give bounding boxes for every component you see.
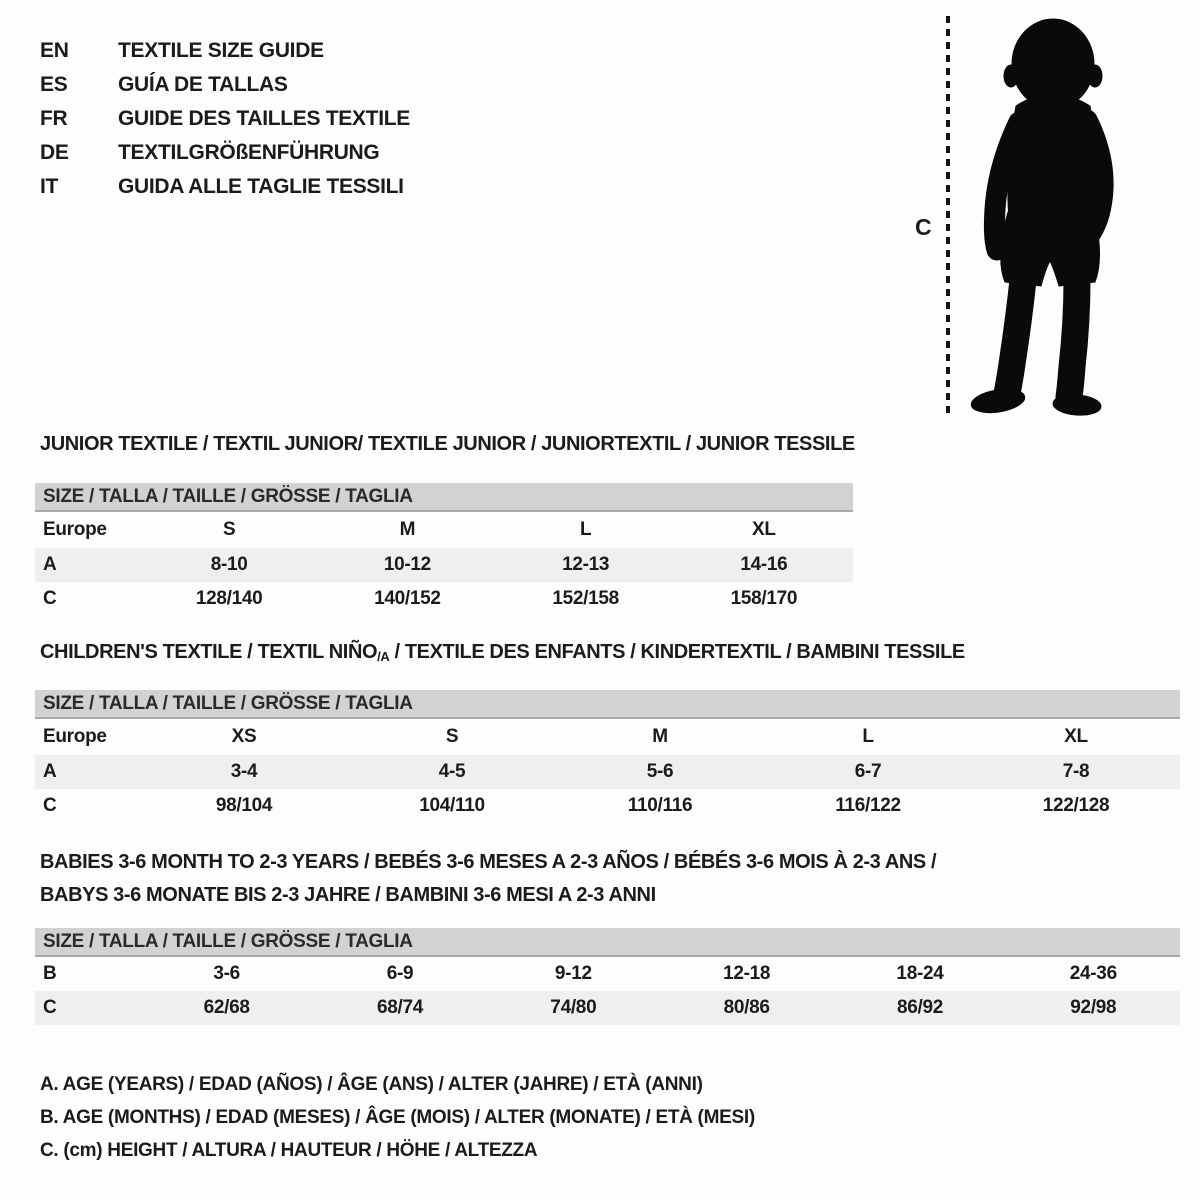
language-row-it: [40, 170, 410, 204]
table-row-height: [35, 991, 1180, 1025]
language-row-fr: [40, 102, 410, 136]
language-label: TEXTILE SIZE GUIDE: [118, 39, 324, 62]
value-cell: 6-7: [854, 761, 882, 782]
region-label: Europe: [43, 519, 107, 540]
value-cell: 110/116: [627, 795, 693, 816]
value-cell: 158/170: [730, 588, 798, 609]
junior-section-title: JUNIOR TEXTILE / TEXTIL JUNIOR/ TEXTILE JUNIOR / JUNIORTEXTIL / JUNIOR TESSILE: [40, 433, 855, 455]
value-cell: 122/128: [1042, 795, 1110, 816]
row-label: C: [43, 795, 57, 816]
value-cell: 116/122: [835, 795, 901, 816]
row-label: A: [43, 761, 57, 782]
height-dashed-line: [946, 16, 950, 418]
babies-section-title-line2: BABYS 3-6 MONATE BIS 2-3 JAHRE / BAMBINI 3-6 MESI A 2-3 ANNI: [40, 884, 656, 906]
size-cell: XS: [231, 726, 257, 747]
height-measure-label: C: [915, 214, 932, 240]
value-cell: 7-8: [1062, 761, 1090, 782]
table-row-height: [35, 789, 1180, 823]
value-cell: 92/98: [1070, 997, 1117, 1018]
children-section-title: [40, 641, 965, 664]
size-cell: XL: [1064, 726, 1088, 747]
value-cell: 14-16: [740, 554, 788, 575]
junior-size-table: [35, 483, 853, 616]
value-cell: 5-6: [646, 761, 674, 782]
babies-size-table: [35, 928, 1180, 1025]
footnote-height: C. (cm) HEIGHT / ALTURA / HAUTEUR / HÖHE / ALTEZZA: [40, 1140, 538, 1161]
table-row-height: [35, 582, 853, 616]
value-cell: 62/68: [203, 997, 250, 1018]
table-row-age: [35, 548, 853, 582]
value-cell: 12-13: [562, 554, 610, 575]
value-cell: 4-5: [438, 761, 466, 782]
language-code: IT: [40, 175, 59, 198]
children-size-table: [35, 690, 1180, 823]
language-code: FR: [40, 107, 68, 130]
value-cell: 80/86: [723, 997, 770, 1018]
table-row-months: [35, 957, 1180, 991]
size-cell: S: [445, 726, 459, 747]
language-row-de: [40, 136, 410, 170]
value-cell: 6-9: [386, 963, 414, 984]
footnote-age-months: B. AGE (MONTHS) / EDAD (MESES) / ÂGE (MOIS) / ALTER (MONATE) / ETÀ (MESI): [40, 1107, 755, 1128]
table-row-age: [35, 755, 1180, 789]
table-header: SIZE / TALLA / TAILLE / GRÖSSE / TAGLIA: [35, 928, 1180, 957]
language-row-en: [40, 34, 410, 68]
value-cell: 68/74: [376, 997, 424, 1018]
value-cell: 10-12: [383, 554, 431, 575]
size-cell: XL: [752, 519, 776, 540]
value-cell: 8-10: [210, 554, 248, 575]
region-label: Europe: [43, 726, 107, 747]
value-cell: 3-6: [213, 963, 240, 984]
size-row: [35, 719, 1180, 755]
language-label: GUÍA DE TALLAS: [118, 73, 288, 96]
value-cell: 140/152: [374, 588, 441, 609]
table-header: SIZE / TALLA / TAILLE / GRÖSSE / TAGLIA: [35, 483, 853, 512]
value-cell: 3-4: [230, 761, 258, 782]
value-cell: 98/104: [215, 795, 273, 816]
row-label: C: [43, 997, 57, 1018]
row-label: C: [43, 588, 57, 609]
children-title-part2: / TEXTILE DES ENFANTS / KINDERTEXTIL / BAMBINI TESSILE: [389, 641, 965, 663]
row-label: A: [43, 554, 57, 575]
language-code: ES: [40, 73, 68, 96]
children-title-part1: CHILDREN'S TEXTILE / TEXTIL NIÑO: [40, 641, 378, 663]
language-row-es: [40, 68, 410, 102]
size-cell: M: [652, 726, 668, 747]
table-header: SIZE / TALLA / TAILLE / GRÖSSE / TAGLIA: [35, 690, 1180, 719]
size-cell: L: [579, 519, 592, 540]
language-list: [40, 34, 410, 204]
value-cell: 9-12: [554, 963, 592, 984]
size-cell: S: [222, 519, 236, 540]
language-label: GUIDE DES TAILLES TEXTILE: [118, 107, 410, 130]
value-cell: 24-36: [1069, 963, 1117, 984]
footnote-age-years: A. AGE (YEARS) / EDAD (AÑOS) / ÂGE (ANS) / ALTER (JAHRE) / ETÀ (ANNI): [40, 1074, 703, 1095]
size-cell: M: [399, 519, 416, 540]
language-label: TEXTILGRÖßENFÜHRUNG: [118, 141, 380, 164]
babies-section-title-line1: BABIES 3-6 MONTH TO 2-3 YEARS / BEBÉS 3-6 MESES A 2-3 AÑOS / BÉBÉS 3-6 MOIS À 2-3 ANS /: [40, 851, 937, 873]
size-cell: L: [862, 726, 874, 747]
row-label: B: [43, 963, 57, 984]
value-cell: 152/158: [552, 588, 619, 609]
value-cell: 74/80: [550, 997, 597, 1018]
language-label: GUIDA ALLE TAGLIE TESSILI: [118, 175, 404, 198]
size-row: [35, 512, 853, 548]
value-cell: 86/92: [896, 997, 943, 1018]
value-cell: 104/110: [419, 795, 485, 816]
language-code: EN: [40, 39, 69, 62]
value-cell: 128/140: [195, 588, 263, 609]
children-title-subscript: /A: [377, 649, 390, 664]
value-cell: 18-24: [896, 963, 944, 984]
toddler-silhouette-icon: [952, 12, 1144, 420]
language-code: DE: [40, 141, 69, 164]
value-cell: 12-18: [723, 963, 771, 984]
